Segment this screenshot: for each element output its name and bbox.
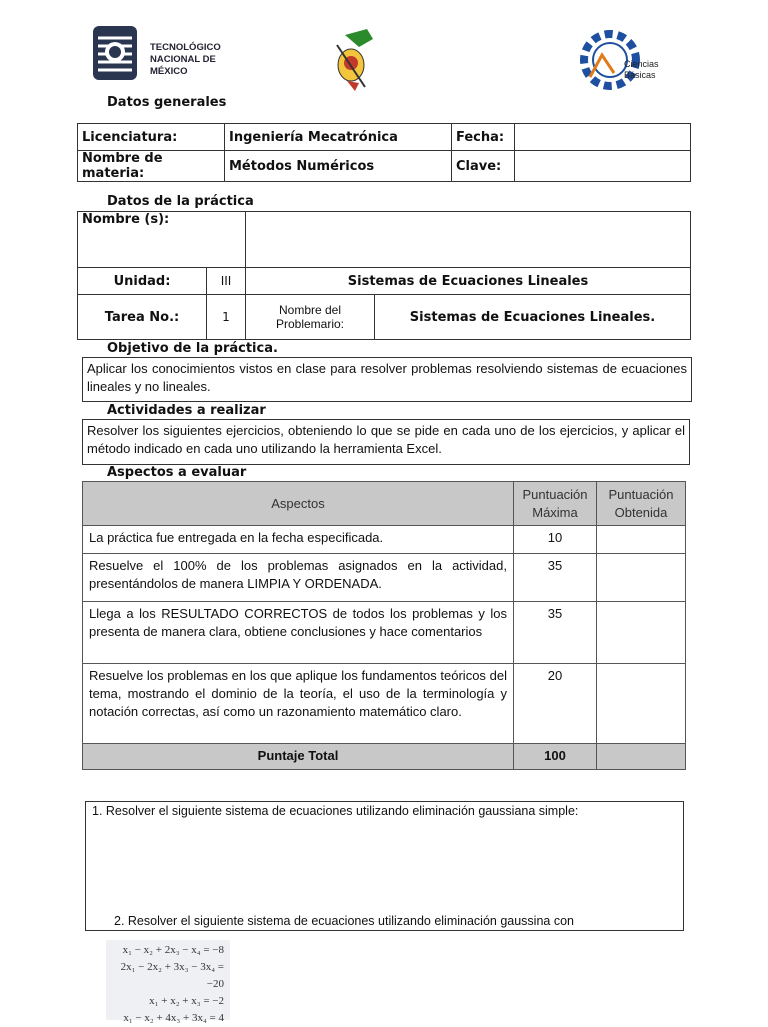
score-field[interactable] <box>597 554 686 602</box>
objetivo-heading: Objetivo de la práctica. <box>107 341 278 356</box>
problems-box <box>85 801 684 931</box>
tecnm-logo <box>80 10 245 90</box>
clave-label: Clave: <box>452 151 515 182</box>
max-cell: 35 <box>514 602 597 664</box>
objetivo-text: Aplicar los conocimientos vistos en clase para resolver problemas resolviendo sistemas de ecuaciones lineales y no lineales. <box>82 357 692 402</box>
table-row <box>83 602 686 664</box>
licenciatura-value: Ingeniería Mecatrónica <box>225 124 452 151</box>
tecnm-emblem-icon <box>90 22 140 84</box>
licenciatura-label: Licenciatura: <box>78 124 225 151</box>
aspecto-cell: Resuelve los problemas en los que aplique los fundamentos teóricos del tema, mostrando el dominio de la teoría, el uso de la terminología y notación correctas, así como un razonamiento matemático claro. <box>83 664 514 744</box>
datos-practica-table <box>77 211 691 340</box>
cb-line2: Básicas <box>624 70 656 80</box>
score-field[interactable] <box>597 602 686 664</box>
equations-image <box>106 940 230 1024</box>
actividades-text: Resolver los siguientes ejercicios, obteniendo lo que se pide en cada uno de los ejercicios, y aplicar el método indicado en cada uno utilizando la herramienta Excel. <box>82 419 690 465</box>
tecnm-line1: TECNOLÓGICO <box>150 42 221 53</box>
equation-line: x₁ − x₂ + 4x₃ + 3x₄ = 4 <box>123 1012 224 1024</box>
table-row <box>83 526 686 554</box>
tarea-value: 1 <box>207 295 246 340</box>
aspecto-cell: Llega a los RESULTADO CORRECTOS de todos los problemas y los presenta de manera clara, obtiene conclusiones y hace comentarios <box>83 602 514 664</box>
score-field[interactable] <box>597 664 686 744</box>
evaluation-table <box>82 481 686 770</box>
max-cell: 20 <box>514 664 597 744</box>
table-row <box>83 664 686 744</box>
materia-label: Nombre de materia: <box>78 151 225 182</box>
actividades-heading: Actividades a realizar <box>107 403 266 418</box>
equation-line: 2x₁ − 2x₂ + 3x₃ − 3x₄ = −20 <box>120 961 224 990</box>
nombre-label: Nombre (s): <box>78 212 246 268</box>
aspecto-cell: La práctica fue entregada en la fecha especificada. <box>83 526 514 554</box>
max-cell: 35 <box>514 554 597 602</box>
problemario-label: Nombre del Problemario: <box>246 295 375 340</box>
total-score-field[interactable] <box>597 744 686 770</box>
max-cell: 10 <box>514 526 597 554</box>
datos-generales-heading: Datos generales <box>107 95 227 110</box>
problem-1: 1. Resolver el siguiente sistema de ecuaciones utilizando eliminación gaussiana simple: <box>92 804 579 818</box>
problem-2: 2. Resolver el siguiente sistema de ecuaciones utilizando eliminación gaussina con <box>114 914 574 928</box>
cb-line1: Ciencias <box>624 59 659 69</box>
total-value: 100 <box>514 744 597 770</box>
materia-value: Métodos Numéricos <box>225 151 452 182</box>
unidad-label: Unidad: <box>78 268 207 295</box>
col-max-header: Puntuación Máxima <box>514 482 597 526</box>
fecha-label: Fecha: <box>452 124 515 151</box>
equation-line: x₁ + x₂ + x₃ = −2 <box>149 995 224 1007</box>
total-label: Puntaje Total <box>83 744 514 770</box>
ciencias-basicas-logo <box>580 25 680 95</box>
school-shield-logo <box>325 25 380 95</box>
tecnm-line2: NACIONAL DE MÉXICO <box>150 54 216 77</box>
aspectos-heading: Aspectos a evaluar <box>107 465 247 480</box>
shield-icon <box>325 25 380 95</box>
col-aspectos-header: Aspectos <box>83 482 514 526</box>
unidad-value: III <box>207 268 246 295</box>
datos-practica-heading: Datos de la práctica <box>107 194 254 209</box>
score-field[interactable] <box>597 526 686 554</box>
problemario-value: Sistemas de Ecuaciones Lineales. <box>375 295 691 340</box>
nombre-field[interactable] <box>246 212 691 268</box>
equation-line: x₁ − x₂ + 2x₃ − x₄ = −8 <box>122 944 224 956</box>
datos-generales-table <box>77 123 691 182</box>
unidad-title: Sistemas de Ecuaciones Lineales <box>246 268 691 295</box>
clave-field[interactable] <box>515 151 691 182</box>
aspecto-cell: Resuelve el 100% de los problemas asignados en la actividad, presentándolos de manera LIMPIA Y ORDENADA. <box>83 554 514 602</box>
col-obt-header: Puntuación Obtenida <box>597 482 686 526</box>
fecha-field[interactable] <box>515 124 691 151</box>
table-row <box>83 554 686 602</box>
tarea-label: Tarea No.: <box>78 295 207 340</box>
